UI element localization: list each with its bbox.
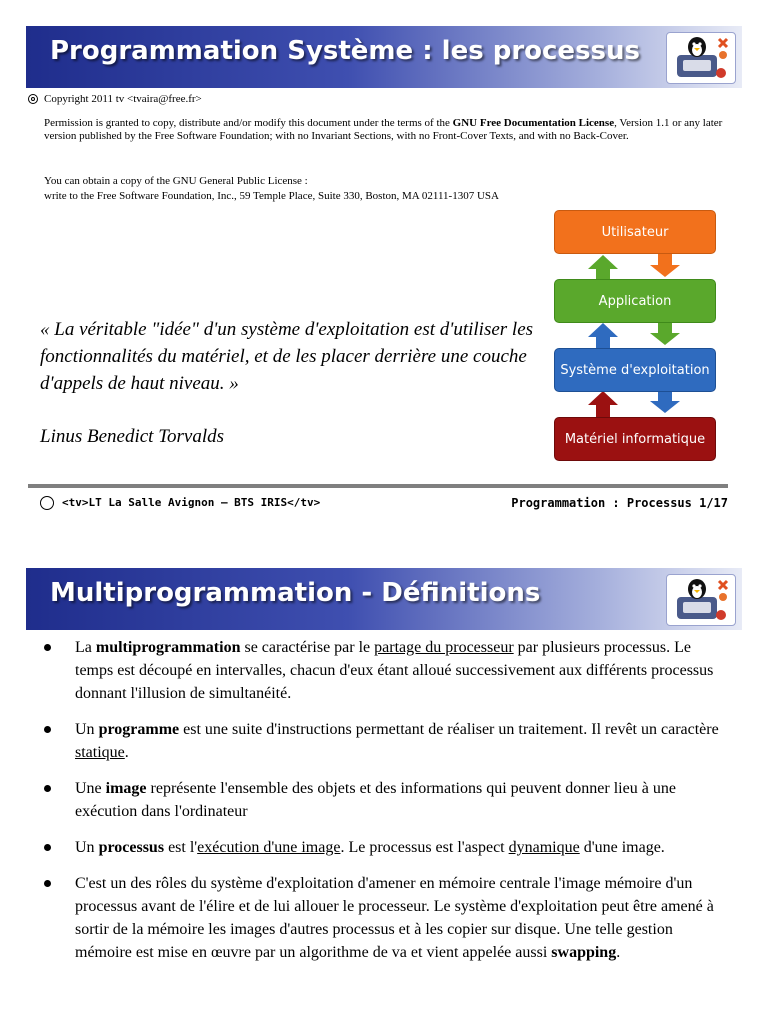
slide-title: Programmation Système : les processus — [50, 36, 641, 66]
arrow-down-os-to-hw — [650, 389, 680, 413]
emphasis: partage du processeur — [374, 639, 514, 656]
gpl-notice — [44, 174, 734, 204]
torvalds-quote: « La véritable "idée" d'un système d'exploitation est d'utiliser les fonctionnalités du matériel, et de les placer derrière une couche d'appels de haut niveau. » — [40, 319, 534, 394]
arrow-up-hw-to-os — [588, 391, 618, 417]
arrow-down-app-to-os — [650, 321, 680, 345]
license-permission — [44, 117, 734, 143]
license-text-start: Permission is granted to copy, distribute and/or modify this document under the terms of the — [44, 117, 453, 129]
layer-application: Application — [554, 279, 716, 323]
term-processus: processus — [98, 839, 165, 856]
layer-user: Utilisateur — [554, 210, 716, 254]
text: est une suite d'instructions permettant de réaliser un traitement. Il revêt un caractère — [179, 721, 719, 738]
footer-left-text: <tv>LT La Salle Avignon – BTS IRIS</tv> — [62, 496, 321, 509]
list-item — [40, 777, 730, 823]
list-item — [40, 636, 730, 705]
list-item — [40, 836, 730, 859]
tux-logo-icon — [666, 574, 736, 626]
text: d'une image. — [579, 839, 665, 856]
text: . — [616, 944, 621, 961]
slide-title: Multiprogrammation - Définitions — [50, 578, 541, 608]
text: La — [75, 639, 96, 656]
copyright-text: Copyright 2011 tv <tvaira@free.fr> — [44, 93, 202, 105]
slide-2 — [0, 556, 768, 1024]
text: est l' — [164, 839, 198, 856]
arrow-up-os-to-app — [588, 323, 618, 349]
footer-divider — [28, 484, 728, 488]
layer-operating-system: Système d'exploitation — [554, 348, 716, 392]
text: C'est un des rôles du système d'exploitation d'amener en mémoire centrale l'image mémoire d'un processus avant de l'élire et de lui allouer le processeur. Le système d'exploitation peut être amené à sortir de la mémoire les images d'autres processus et à les copier sur disque. Une telle gestion mémoire est mise en œuvre par un algorithme de va et vient appelée aussi — [75, 875, 714, 961]
text: par plusieurs processus. Le temps est découpé en intervalles, chacun d'eux étant alloué successivement aux différents processus donnant l'illusion de simultanéité. — [75, 639, 714, 702]
term-programme: programme — [98, 721, 180, 738]
license-name: GNU Free Documentation License — [452, 117, 615, 129]
copyleft-icon — [28, 94, 38, 104]
quote-author: Linus Benedict Torvalds — [40, 426, 225, 447]
footer-page-info: Programmation : Processus 1/17 — [511, 496, 728, 510]
text: Un — [75, 839, 99, 856]
list-item — [40, 872, 730, 964]
gpl-line-2: write to the Free Software Foundation, Inc., 59 Temple Place, Suite 330, Boston, MA 02111-1307 USA — [44, 190, 499, 202]
title-banner — [26, 26, 742, 88]
text: Un — [75, 721, 99, 738]
term-multiprogrammation: multiprogrammation — [95, 639, 241, 656]
footer-left — [40, 496, 320, 509]
copyright-line — [28, 93, 202, 105]
os-layers-diagram — [548, 207, 724, 467]
text: . — [124, 744, 129, 761]
text: . Le processus est l'aspect — [340, 839, 509, 856]
arrow-up-app-to-user — [588, 255, 618, 281]
gpl-line-1: You can obtain a copy of the GNU General Public License : — [44, 175, 308, 187]
layer-hardware: Matériel informatique — [554, 417, 716, 461]
emphasis: statique — [75, 744, 125, 761]
tux-logo-icon — [666, 32, 736, 84]
term-image: image — [105, 780, 147, 797]
text: représente l'ensemble des objets et des informations qui peuvent donner lieu à une exécution dans l'ordinateur — [75, 780, 676, 820]
list-item — [40, 718, 730, 764]
emphasis: dynamique — [508, 839, 580, 856]
definitions-list — [40, 636, 730, 977]
license-text-end: , Version 1.1 or any later version published by the Free Software Foundation; with no Invariant Sections, with no Front-Cover Texts, and with no Back-Cover. — [44, 117, 723, 142]
emphasis: exécution d'une image — [197, 839, 341, 856]
text: Une — [75, 780, 106, 797]
title-banner — [26, 568, 742, 630]
arrow-down-user-to-app — [650, 253, 680, 277]
text: se caractérise par le — [240, 639, 375, 656]
term-swapping: swapping — [551, 944, 617, 961]
